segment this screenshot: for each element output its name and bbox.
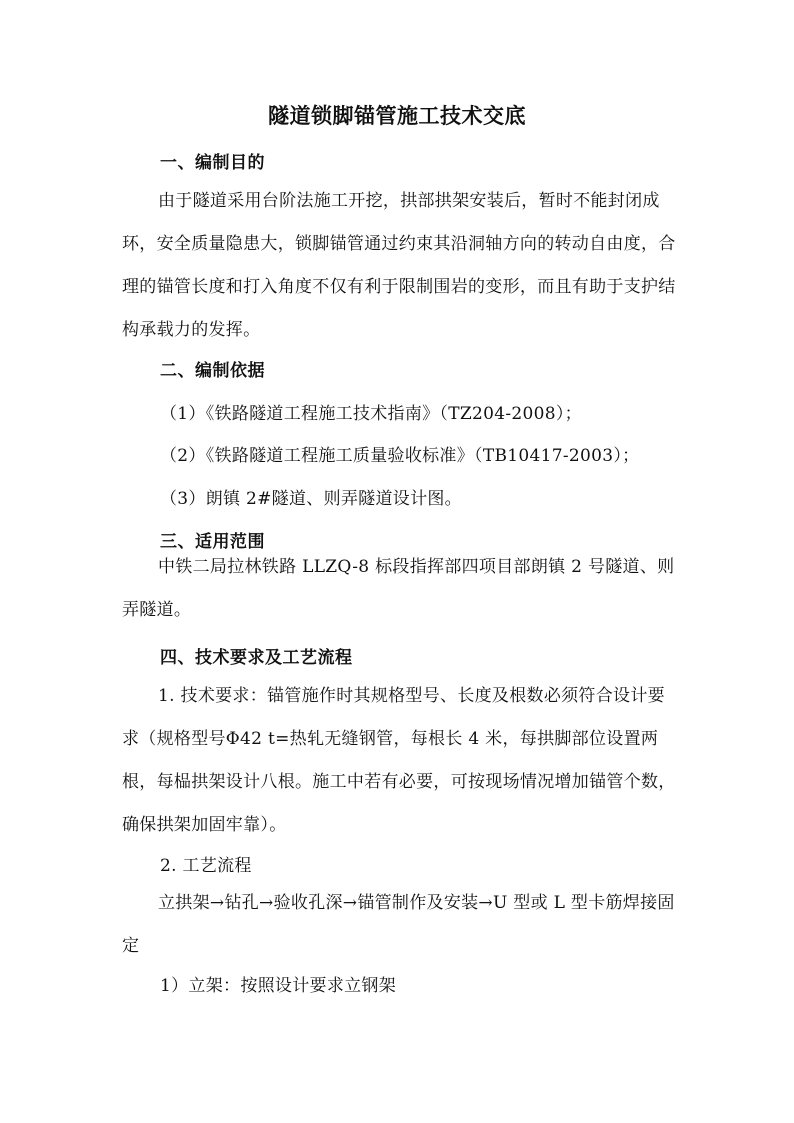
section-heading-scope: 三、适用范围	[160, 532, 265, 552]
basis-item-1: （1）《铁路隧道工程施工技术指南》（TZ204-2008）；	[160, 404, 582, 424]
document-title: 隧道锁脚锚管施工技术交底	[268, 103, 526, 128]
process-title: 2. 工艺流程	[160, 856, 252, 876]
basis-item-3: （3）朗镇 2#隧道、则弄隧道设计图。	[160, 489, 462, 509]
basis-item-2: （2）《铁路隧道工程施工质量验收标准》（TB10417-2003）；	[160, 446, 640, 466]
tech-requirement-paragraph: 1. 技术要求：锚管施作时其规格型号、长度及根数必须符合设计要求（规格型号Φ42 t=热轧无缝钢管，每根长 4 米，每拱脚部位设置两根，每榀拱架设计八根。施工中若有必要，可按现场情况增加锚管个数，确保拱架加固牢靠）。	[122, 686, 676, 835]
section-heading-basis: 二、编制依据	[160, 361, 265, 381]
section-paragraph-purpose: 由于隧道采用台阶法施工开挖，拱部拱架安装后，暂时不能封闭成环，安全质量隐患大，锁脚锚管通过约束其沿洞轴方向的转动自由度，合理的锚管长度和打入角度不仅有利于限制围岩的变形，而且有助于支护结构承载力的发挥。	[122, 191, 676, 340]
section-heading-tech: 四、技术要求及工艺流程	[160, 648, 353, 668]
section-paragraph-scope: 中铁二局拉林铁路 LLZQ-8 标段指挥部四项目部朗镇 2 号隧道、则弄隧道。	[122, 557, 675, 620]
process-step-1: 1）立架：按照设计要求立钢架	[160, 976, 397, 996]
process-flow-paragraph: 立拱架→钻孔→验收孔深→锚管制作及安装→U 型或 L 型卡筋焊接固定	[122, 893, 675, 956]
section-heading-purpose: 一、编制目的	[160, 153, 265, 173]
